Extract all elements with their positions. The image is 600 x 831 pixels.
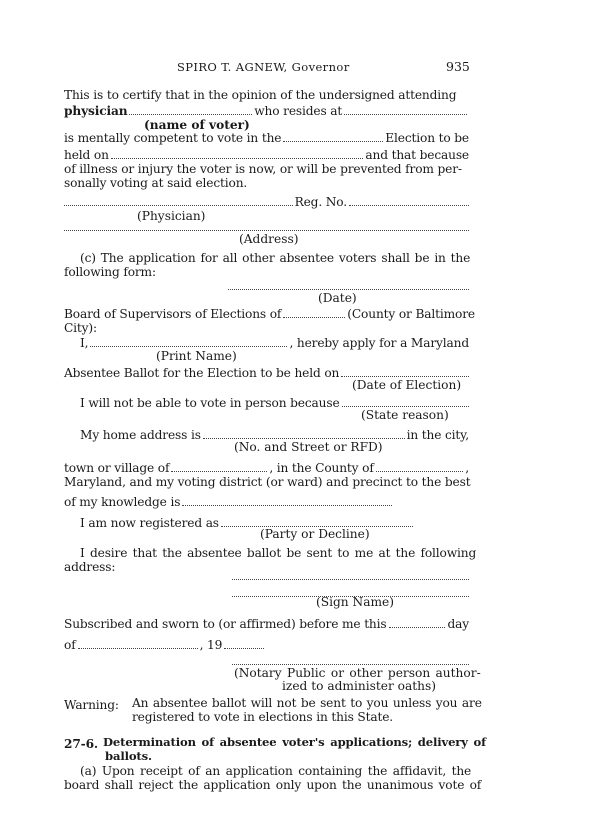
caption-street: (No. and Street or RFD)	[234, 440, 383, 454]
mail-address-field-1[interactable]	[232, 570, 469, 580]
section-title-1: Determination of absentee voter's applications; delivery of	[103, 735, 486, 749]
date-field[interactable]	[228, 280, 469, 290]
caption-sign-name: (Sign Name)	[316, 595, 394, 609]
year-field[interactable]	[224, 639, 264, 649]
cert-line-6: sonally voting at said election.	[64, 176, 248, 190]
form-intro-line-1: (c) The application for all other absentee voters shall be in the	[80, 251, 471, 265]
text: , hereby apply for a Maryland	[289, 336, 469, 350]
election-name-field[interactable]	[283, 132, 383, 142]
of-year-line	[64, 638, 469, 652]
county-field[interactable]	[283, 308, 345, 318]
text: I,	[80, 336, 89, 350]
physician-signature-row	[64, 195, 469, 209]
party-field[interactable]	[221, 517, 413, 527]
page-number: 935	[446, 59, 470, 74]
text: town or village of	[64, 461, 170, 475]
warning-line-1: An absentee ballot will not be sent to you unless you are	[132, 696, 482, 710]
text: and that because	[365, 148, 469, 162]
physician-signature-field[interactable]	[64, 196, 293, 206]
board-line-2: City):	[64, 321, 97, 335]
text: , 19	[199, 638, 223, 652]
text: of my knowledge is	[64, 495, 181, 509]
mail-address-row-1	[64, 570, 469, 583]
section-number: 27-6.	[64, 737, 98, 751]
desire-line-1: I desire that the absentee ballot be sent to me at the following	[80, 546, 477, 560]
running-title: SPIRO T. AGNEW, Governor	[177, 60, 350, 74]
reason-field[interactable]	[342, 397, 469, 407]
reg-no-field[interactable]	[349, 196, 469, 206]
text: Absentee Ballot for the Election to be held on	[64, 366, 340, 380]
text: in the city,	[406, 428, 469, 442]
election-date-field[interactable]	[341, 367, 469, 377]
sworn-line	[64, 617, 469, 631]
desire-line-2: address:	[64, 560, 116, 574]
text: held on	[64, 148, 109, 162]
caption-notary-2: ized to administer oaths)	[282, 679, 437, 693]
month-field[interactable]	[78, 639, 198, 649]
home-address-field[interactable]	[203, 429, 405, 439]
board-line-1	[64, 307, 475, 321]
notary-signature-field[interactable]	[232, 655, 469, 665]
print-name-field[interactable]	[90, 337, 287, 347]
town-field[interactable]	[171, 462, 267, 472]
day-field[interactable]	[389, 618, 446, 628]
text: day	[447, 617, 469, 631]
text: Subscribed and sworn to (or affirmed) before me this	[64, 617, 387, 631]
text: This is to certify that in the opinion of the undersigned attending	[64, 88, 457, 102]
text: My home address is	[80, 428, 201, 442]
name-of-voter-field[interactable]	[129, 105, 252, 115]
text: I am now registered as	[80, 516, 219, 530]
caption-date: (Date)	[318, 291, 357, 305]
date-row	[64, 280, 469, 293]
cert-line-5: of illness or injury the voter is now, or will be prevented from per-	[64, 162, 462, 176]
form-intro-line-2: following form:	[64, 265, 156, 279]
cert-line-3	[64, 131, 469, 145]
text: is mentally competent to vote in the	[64, 131, 282, 145]
caption-address: (Address)	[239, 232, 299, 246]
caption-date-of-election: (Date of Election)	[352, 378, 462, 392]
cert-line-4	[64, 148, 469, 162]
text: Board of Supervisors of Elections of	[64, 307, 282, 321]
caption-name-of-voter: (name of voter)	[144, 118, 250, 132]
cert-line-2	[64, 104, 469, 118]
held-on-field[interactable]	[111, 149, 364, 159]
mail-address-row-2	[64, 587, 469, 600]
apply-line	[64, 336, 469, 350]
caption-state-reason: (State reason)	[361, 408, 449, 422]
county-of-field[interactable]	[376, 462, 464, 472]
text: physician	[64, 104, 128, 118]
caption-print-name: (Print Name)	[156, 349, 237, 363]
section-para-line-2: board shall reject the application only upon the unanimous vote of	[64, 778, 482, 792]
warning-line-2: registered to vote in elections in this State.	[132, 710, 394, 724]
knowledge-line	[64, 495, 469, 509]
physician-address-field[interactable]	[64, 221, 469, 231]
district-line: Maryland, and my voting district (or ward) and precinct to the best	[64, 475, 471, 489]
text: , in the County of	[269, 461, 374, 475]
town-line	[64, 461, 469, 475]
text: Reg. No.	[294, 195, 347, 209]
text: (County or Baltimore	[347, 307, 475, 321]
caption-physician: (Physician)	[137, 209, 206, 223]
caption-notary-1: (Notary Public or other person author-	[234, 666, 481, 680]
text: ,	[465, 461, 469, 475]
text: who resides at	[254, 104, 343, 118]
cert-line-1	[64, 88, 469, 102]
warning-label: Warning:	[64, 698, 119, 712]
text: I will not be able to vote in person because	[80, 396, 340, 410]
district-precinct-field[interactable]	[182, 496, 392, 506]
text: of	[64, 638, 76, 652]
section-para-line-1: (a) Upon receipt of an application containing the affidavit, the	[80, 764, 472, 778]
text: Election to be	[385, 131, 469, 145]
section-title-2: ballots.	[105, 749, 152, 763]
residence-field[interactable]	[344, 105, 467, 115]
caption-party: (Party or Decline)	[260, 527, 370, 541]
